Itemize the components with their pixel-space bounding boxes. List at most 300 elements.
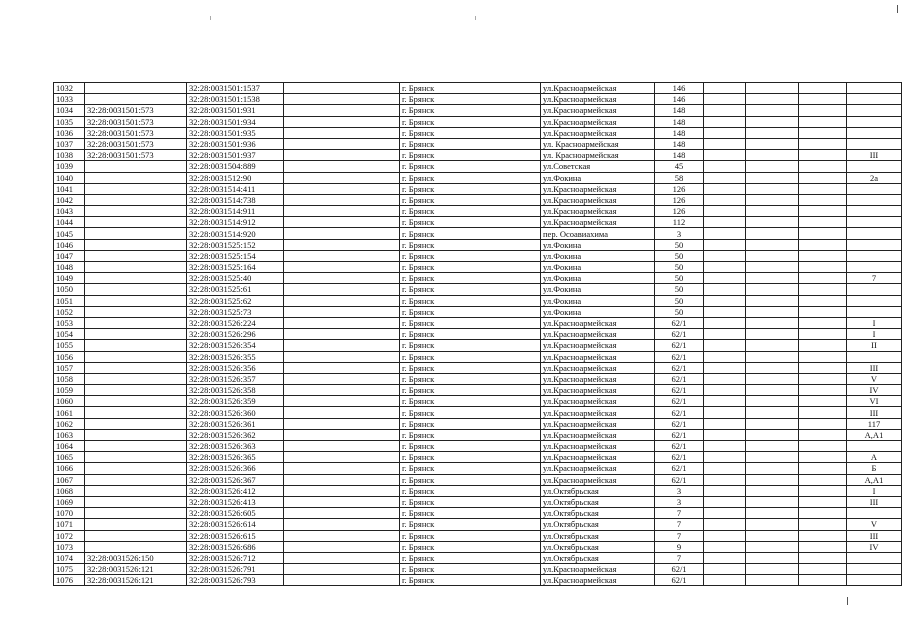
empty-cell xyxy=(746,418,799,429)
empty-cell xyxy=(746,508,799,519)
empty-cell xyxy=(799,105,847,116)
empty-cell xyxy=(284,396,400,407)
empty-cell xyxy=(284,94,400,105)
empty-cell xyxy=(284,83,400,94)
table-row xyxy=(54,250,902,261)
premises-number xyxy=(847,94,902,105)
cadastral-number: 32:28:0031526:361 xyxy=(187,418,284,429)
city: г. Брянск xyxy=(400,172,541,183)
house-number: 50 xyxy=(655,295,704,306)
street: ул.Красноармейская xyxy=(541,206,655,217)
house-number: 62/1 xyxy=(655,351,704,362)
row-number: 1063 xyxy=(54,429,85,440)
parent-cadastral-number xyxy=(85,485,187,496)
parent-cadastral-number: 32:28:0031526:121 xyxy=(85,564,187,575)
parent-cadastral-number xyxy=(85,407,187,418)
empty-cell xyxy=(284,138,400,149)
empty-cell xyxy=(704,206,746,217)
cadastral-number: 32:28:0031526:296 xyxy=(187,329,284,340)
street: ул.Красноармейская xyxy=(541,373,655,384)
cadastral-number: 32:28:0031501:937 xyxy=(187,150,284,161)
empty-cell xyxy=(704,564,746,575)
cadastral-number: 32:28:0031526:413 xyxy=(187,496,284,507)
house-number: 62/1 xyxy=(655,463,704,474)
row-number: 1047 xyxy=(54,250,85,261)
empty-cell xyxy=(284,441,400,452)
empty-cell xyxy=(799,362,847,373)
empty-cell xyxy=(746,552,799,563)
premises-number xyxy=(847,127,902,138)
house-number: 62/1 xyxy=(655,452,704,463)
city: г. Брянск xyxy=(400,105,541,116)
cadastral-number: 32:28:0031526:363 xyxy=(187,441,284,452)
parent-cadastral-number xyxy=(85,273,187,284)
empty-cell xyxy=(799,340,847,351)
empty-cell xyxy=(704,351,746,362)
street: ул.Фокина xyxy=(541,284,655,295)
row-number: 1037 xyxy=(54,138,85,149)
city: г. Брянск xyxy=(400,127,541,138)
empty-cell xyxy=(799,161,847,172)
cadastral-number: 32:28:0031526:224 xyxy=(187,317,284,328)
premises-number: I xyxy=(847,485,902,496)
row-number: 1060 xyxy=(54,396,85,407)
city: г. Брянск xyxy=(400,161,541,172)
premises-number xyxy=(847,194,902,205)
empty-cell xyxy=(746,541,799,552)
empty-cell xyxy=(799,273,847,284)
empty-cell xyxy=(284,530,400,541)
table-row xyxy=(54,262,902,273)
premises-number xyxy=(847,295,902,306)
empty-cell xyxy=(799,295,847,306)
row-number: 1070 xyxy=(54,508,85,519)
empty-cell xyxy=(704,94,746,105)
row-number: 1068 xyxy=(54,485,85,496)
house-number: 50 xyxy=(655,273,704,284)
table-row xyxy=(54,306,902,317)
premises-number: III xyxy=(847,407,902,418)
parent-cadastral-number xyxy=(85,441,187,452)
table-row xyxy=(54,362,902,373)
empty-cell xyxy=(746,306,799,317)
table-row xyxy=(54,239,902,250)
city: г. Брянск xyxy=(400,295,541,306)
empty-cell xyxy=(746,452,799,463)
empty-cell xyxy=(746,385,799,396)
street: ул.Красноармейская xyxy=(541,194,655,205)
street: ул.Красноармейская xyxy=(541,351,655,362)
parent-cadastral-number: 32:28:0031526:150 xyxy=(85,552,187,563)
table-row xyxy=(54,194,902,205)
empty-cell xyxy=(704,127,746,138)
city: г. Брянск xyxy=(400,441,541,452)
city: г. Брянск xyxy=(400,552,541,563)
table-row xyxy=(54,295,902,306)
empty-cell xyxy=(799,94,847,105)
premises-number: III xyxy=(847,362,902,373)
cadastral-number: 32:28:0031526:360 xyxy=(187,407,284,418)
empty-cell xyxy=(746,138,799,149)
empty-cell xyxy=(746,94,799,105)
empty-cell xyxy=(746,262,799,273)
table-row xyxy=(54,340,902,351)
empty-cell xyxy=(704,217,746,228)
table-row xyxy=(54,351,902,362)
row-number: 1034 xyxy=(54,105,85,116)
empty-cell xyxy=(799,407,847,418)
street: ул.Октябрьская xyxy=(541,496,655,507)
street: ул.Красноармейская xyxy=(541,463,655,474)
table-row xyxy=(54,105,902,116)
table-row xyxy=(54,407,902,418)
empty-cell xyxy=(746,217,799,228)
cadastral-number: 32:28:0031526:359 xyxy=(187,396,284,407)
house-number: 50 xyxy=(655,284,704,295)
premises-number: V xyxy=(847,519,902,530)
empty-cell xyxy=(799,138,847,149)
city: г. Брянск xyxy=(400,284,541,295)
empty-cell xyxy=(704,172,746,183)
table-row xyxy=(54,150,902,161)
premises-number: IV xyxy=(847,385,902,396)
row-number: 1057 xyxy=(54,362,85,373)
empty-cell xyxy=(799,83,847,94)
empty-cell xyxy=(799,441,847,452)
table-row xyxy=(54,429,902,440)
row-number: 1035 xyxy=(54,116,85,127)
house-number: 62/1 xyxy=(655,385,704,396)
street: ул.Октябрьская xyxy=(541,519,655,530)
parent-cadastral-number xyxy=(85,541,187,552)
street: ул.Красноармейская xyxy=(541,441,655,452)
parent-cadastral-number xyxy=(85,351,187,362)
row-number: 1041 xyxy=(54,183,85,194)
parent-cadastral-number xyxy=(85,250,187,261)
empty-cell xyxy=(746,496,799,507)
empty-cell xyxy=(746,127,799,138)
cadastral-number: 32:28:0031514:912 xyxy=(187,217,284,228)
parent-cadastral-number: 32:28:0031501:573 xyxy=(85,150,187,161)
table-row xyxy=(54,83,902,94)
street: ул.Октябрьская xyxy=(541,541,655,552)
street: ул.Фокина xyxy=(541,306,655,317)
table-row xyxy=(54,418,902,429)
row-number: 1036 xyxy=(54,127,85,138)
street: ул.Советская xyxy=(541,161,655,172)
parent-cadastral-number xyxy=(85,172,187,183)
empty-cell xyxy=(704,552,746,563)
house-number: 62/1 xyxy=(655,396,704,407)
scan-mark-top-right xyxy=(897,5,898,13)
parent-cadastral-number xyxy=(85,340,187,351)
empty-cell xyxy=(799,239,847,250)
street: ул.Фокина xyxy=(541,295,655,306)
empty-cell xyxy=(704,284,746,295)
parent-cadastral-number xyxy=(85,452,187,463)
empty-cell xyxy=(284,496,400,507)
parent-cadastral-number xyxy=(85,239,187,250)
street: ул.Красноармейская xyxy=(541,116,655,127)
table-row xyxy=(54,161,902,172)
city: г. Брянск xyxy=(400,340,541,351)
house-number: 7 xyxy=(655,552,704,563)
table-row xyxy=(54,317,902,328)
empty-cell xyxy=(284,273,400,284)
empty-cell xyxy=(284,340,400,351)
empty-cell xyxy=(746,519,799,530)
cadastral-number: 32:28:0031514:911 xyxy=(187,206,284,217)
empty-cell xyxy=(799,496,847,507)
parent-cadastral-number xyxy=(85,519,187,530)
empty-cell xyxy=(799,217,847,228)
street: ул.Красноармейская xyxy=(541,329,655,340)
row-number: 1052 xyxy=(54,306,85,317)
empty-cell xyxy=(704,105,746,116)
table-row xyxy=(54,183,902,194)
row-number: 1065 xyxy=(54,452,85,463)
house-number: 7 xyxy=(655,519,704,530)
table-row xyxy=(54,373,902,384)
empty-cell xyxy=(284,317,400,328)
empty-cell xyxy=(284,116,400,127)
cadastral-number: 32:28:0031501:934 xyxy=(187,116,284,127)
parent-cadastral-number xyxy=(85,161,187,172)
table-row xyxy=(54,552,902,563)
row-number: 1032 xyxy=(54,83,85,94)
street: ул.Красноармейская xyxy=(541,385,655,396)
row-number: 1055 xyxy=(54,340,85,351)
street: ул.Красноармейская xyxy=(541,564,655,575)
street: ул.Фокина xyxy=(541,172,655,183)
city: г. Брянск xyxy=(400,396,541,407)
street: ул.Красноармейская xyxy=(541,83,655,94)
parent-cadastral-number xyxy=(85,373,187,384)
parent-cadastral-number xyxy=(85,429,187,440)
empty-cell xyxy=(746,340,799,351)
house-number: 50 xyxy=(655,239,704,250)
table-row xyxy=(54,273,902,284)
table-row xyxy=(54,474,902,485)
empty-cell xyxy=(746,116,799,127)
cadastral-number: 32:28:0031526:605 xyxy=(187,508,284,519)
table-row xyxy=(54,385,902,396)
street: ул. Красноармейская xyxy=(541,150,655,161)
city: г. Брянск xyxy=(400,351,541,362)
city: г. Брянск xyxy=(400,273,541,284)
row-number: 1067 xyxy=(54,474,85,485)
empty-cell xyxy=(704,452,746,463)
empty-cell xyxy=(284,295,400,306)
empty-cell xyxy=(746,463,799,474)
cadastral-number: 32:28:0031526:356 xyxy=(187,362,284,373)
parent-cadastral-number: 32:28:0031501:573 xyxy=(85,116,187,127)
empty-cell xyxy=(746,239,799,250)
city: г. Брянск xyxy=(400,429,541,440)
register-body xyxy=(54,83,902,586)
row-number: 1071 xyxy=(54,519,85,530)
row-number: 1062 xyxy=(54,418,85,429)
house-number: 45 xyxy=(655,161,704,172)
house-number: 148 xyxy=(655,116,704,127)
table-row xyxy=(54,228,902,239)
cadastral-number: 32:28:0031525:152 xyxy=(187,239,284,250)
house-number: 126 xyxy=(655,183,704,194)
parent-cadastral-number xyxy=(85,396,187,407)
house-number: 146 xyxy=(655,83,704,94)
table-row xyxy=(54,508,902,519)
premises-number xyxy=(847,508,902,519)
parent-cadastral-number: 32:28:0031526:121 xyxy=(85,575,187,586)
empty-cell xyxy=(746,83,799,94)
empty-cell xyxy=(704,496,746,507)
premises-number: V xyxy=(847,373,902,384)
city: г. Брянск xyxy=(400,519,541,530)
empty-cell xyxy=(799,183,847,194)
street: ул.Красноармейская xyxy=(541,362,655,373)
row-number: 1045 xyxy=(54,228,85,239)
empty-cell xyxy=(284,485,400,496)
house-number: 3 xyxy=(655,485,704,496)
city: г. Брянск xyxy=(400,116,541,127)
street: ул.Фокина xyxy=(541,250,655,261)
city: г. Брянск xyxy=(400,407,541,418)
empty-cell xyxy=(284,172,400,183)
house-number: 50 xyxy=(655,306,704,317)
premises-number: А,А1 xyxy=(847,429,902,440)
parent-cadastral-number xyxy=(85,194,187,205)
empty-cell xyxy=(704,441,746,452)
street: ул.Фокина xyxy=(541,273,655,284)
house-number: 62/1 xyxy=(655,407,704,418)
street: ул.Красноармейская xyxy=(541,429,655,440)
table-row xyxy=(54,575,902,586)
premises-number xyxy=(847,239,902,250)
cadastral-number: 32:28:0031525:164 xyxy=(187,262,284,273)
premises-number: III xyxy=(847,150,902,161)
city: г. Брянск xyxy=(400,474,541,485)
city: г. Брянск xyxy=(400,317,541,328)
street: ул.Красноармейская xyxy=(541,407,655,418)
empty-cell xyxy=(284,206,400,217)
cadastral-number: 32:28:0031504:889 xyxy=(187,161,284,172)
empty-cell xyxy=(704,273,746,284)
house-number: 62/1 xyxy=(655,474,704,485)
row-number: 1053 xyxy=(54,317,85,328)
empty-cell xyxy=(284,429,400,440)
premises-number xyxy=(847,105,902,116)
premises-number: 117 xyxy=(847,418,902,429)
empty-cell xyxy=(704,161,746,172)
empty-cell xyxy=(799,150,847,161)
empty-cell xyxy=(704,83,746,94)
table-row xyxy=(54,496,902,507)
table-row xyxy=(54,541,902,552)
empty-cell xyxy=(284,508,400,519)
empty-cell xyxy=(746,564,799,575)
cadastral-number: 32:28:0031526:358 xyxy=(187,385,284,396)
premises-number xyxy=(847,441,902,452)
premises-number: 2а xyxy=(847,172,902,183)
cadastral-number: 32:28:0031526:793 xyxy=(187,575,284,586)
city: г. Брянск xyxy=(400,496,541,507)
empty-cell xyxy=(284,575,400,586)
row-number: 1076 xyxy=(54,575,85,586)
empty-cell xyxy=(704,485,746,496)
parent-cadastral-number xyxy=(85,362,187,373)
empty-cell xyxy=(704,575,746,586)
empty-cell xyxy=(799,396,847,407)
city: г. Брянск xyxy=(400,194,541,205)
empty-cell xyxy=(799,575,847,586)
empty-cell xyxy=(799,474,847,485)
table-row xyxy=(54,217,902,228)
cadastral-number: 32:28:0031525:62 xyxy=(187,295,284,306)
house-number: 112 xyxy=(655,217,704,228)
cadastral-number: 32:28:0031526:357 xyxy=(187,373,284,384)
empty-cell xyxy=(704,116,746,127)
premises-number xyxy=(847,228,902,239)
parent-cadastral-number xyxy=(85,206,187,217)
premises-number xyxy=(847,552,902,563)
parent-cadastral-number xyxy=(85,496,187,507)
empty-cell xyxy=(799,530,847,541)
empty-cell xyxy=(704,183,746,194)
city: г. Брянск xyxy=(400,463,541,474)
house-number: 62/1 xyxy=(655,362,704,373)
cadastral-number: 32:28:0031525:40 xyxy=(187,273,284,284)
parent-cadastral-number xyxy=(85,295,187,306)
house-number: 62/1 xyxy=(655,317,704,328)
cadastral-number: 32:28:0031501:1538 xyxy=(187,94,284,105)
empty-cell xyxy=(284,105,400,116)
table-row xyxy=(54,564,902,575)
empty-cell xyxy=(799,329,847,340)
parent-cadastral-number: 32:28:0031501:573 xyxy=(85,105,187,116)
street: ул.Красноармейская xyxy=(541,396,655,407)
empty-cell xyxy=(704,396,746,407)
empty-cell xyxy=(704,250,746,261)
row-number: 1046 xyxy=(54,239,85,250)
city: г. Брянск xyxy=(400,575,541,586)
house-number: 148 xyxy=(655,150,704,161)
table-row xyxy=(54,206,902,217)
empty-cell xyxy=(284,474,400,485)
house-number: 58 xyxy=(655,172,704,183)
empty-cell xyxy=(746,250,799,261)
city: г. Брянск xyxy=(400,183,541,194)
premises-number xyxy=(847,217,902,228)
street: ул.Октябрьская xyxy=(541,530,655,541)
cadastral-number: 32:28:0031525:73 xyxy=(187,306,284,317)
premises-number xyxy=(847,83,902,94)
empty-cell xyxy=(284,239,400,250)
parent-cadastral-number xyxy=(85,183,187,194)
row-number: 1033 xyxy=(54,94,85,105)
empty-cell xyxy=(284,373,400,384)
city: г. Брянск xyxy=(400,373,541,384)
row-number: 1044 xyxy=(54,217,85,228)
empty-cell xyxy=(799,306,847,317)
parent-cadastral-number xyxy=(85,329,187,340)
empty-cell xyxy=(284,217,400,228)
city: г. Брянск xyxy=(400,564,541,575)
table-row xyxy=(54,138,902,149)
empty-cell xyxy=(799,206,847,217)
table-row xyxy=(54,485,902,496)
empty-cell xyxy=(746,485,799,496)
house-number: 62/1 xyxy=(655,575,704,586)
